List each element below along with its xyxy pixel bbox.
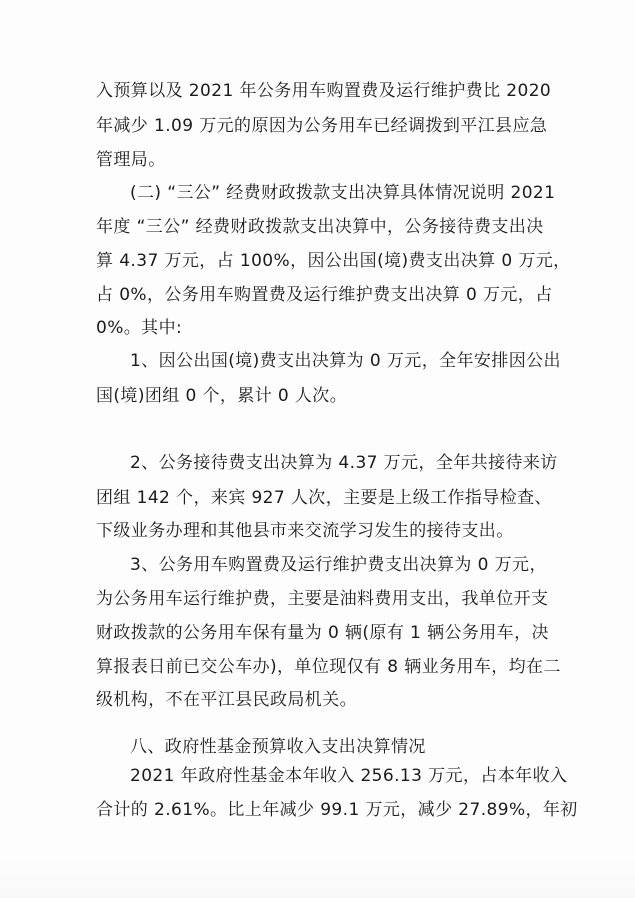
text-line: 入预算以及 2021 年公务用车购置费及运行维护费比 2020 [96,81,552,101]
text-line: 合计的 2.61%。比上年减少 99.1 万元，减少 27.89%，年初 [96,800,578,820]
text-line: 算 4.37 万元，占 100%，因公出国(境)费支出决算 0 万元， [96,251,571,271]
text-line: 2021 年政府性基金本年收入 256.13 万元，占本年收入 [130,766,568,786]
text-line: 年减少 1.09 万元的原因为公务用车已经调拨到平江县应急 [96,116,548,136]
text-line: 占 0%，公务用车购置费及运行维护费支出决算 0 万元，占 [96,285,553,305]
list-item-1: 1、因公出国(境)费支出决算为 0 万元，全年安排因公出 [130,351,561,371]
text-line: 下级业务办理和其他县市来交流学习发生的接待支出。 [96,521,514,541]
section-heading: 八、政府性基金预算收入支出决算情况 [130,737,426,757]
scan-bottom-shade [0,858,635,898]
text-line: 年度 “三公” 经费财政拨款支出决算中，公务接待费支出决 [96,217,544,237]
list-item-2: 2、公务接待费支出决算为 4.37 万元，全年共接待来访 [130,453,558,473]
text-line: 团组 142 个，来宾 927 人次，主要是上级工作指导检查、 [96,488,552,508]
text-line: 0%。其中: [96,318,183,338]
text-line: 算报表日前已交公车办)，单位现仅有 8 辆业务用车，均在二 [96,657,561,677]
text-line: 财政拨款的公务用车保有量为 0 辆(原有 1 辆公务用车，决 [96,623,549,643]
text-line: 为公务用车运行维护费，主要是油料费用支出，我单位开支 [96,589,549,609]
text-line: 级机构，不在平江县民政局机关。 [96,690,357,710]
list-item-3: 3、公务用车购置费及运行维护费支出决算为 0 万元， [130,555,547,575]
text-line: 国(境)团组 0 个，累计 0 人次。 [96,386,348,406]
text-line: 管理局。 [96,150,166,170]
section-heading: (二) “三公” 经费财政拨款支出决算具体情况说明 2021 [130,183,556,203]
